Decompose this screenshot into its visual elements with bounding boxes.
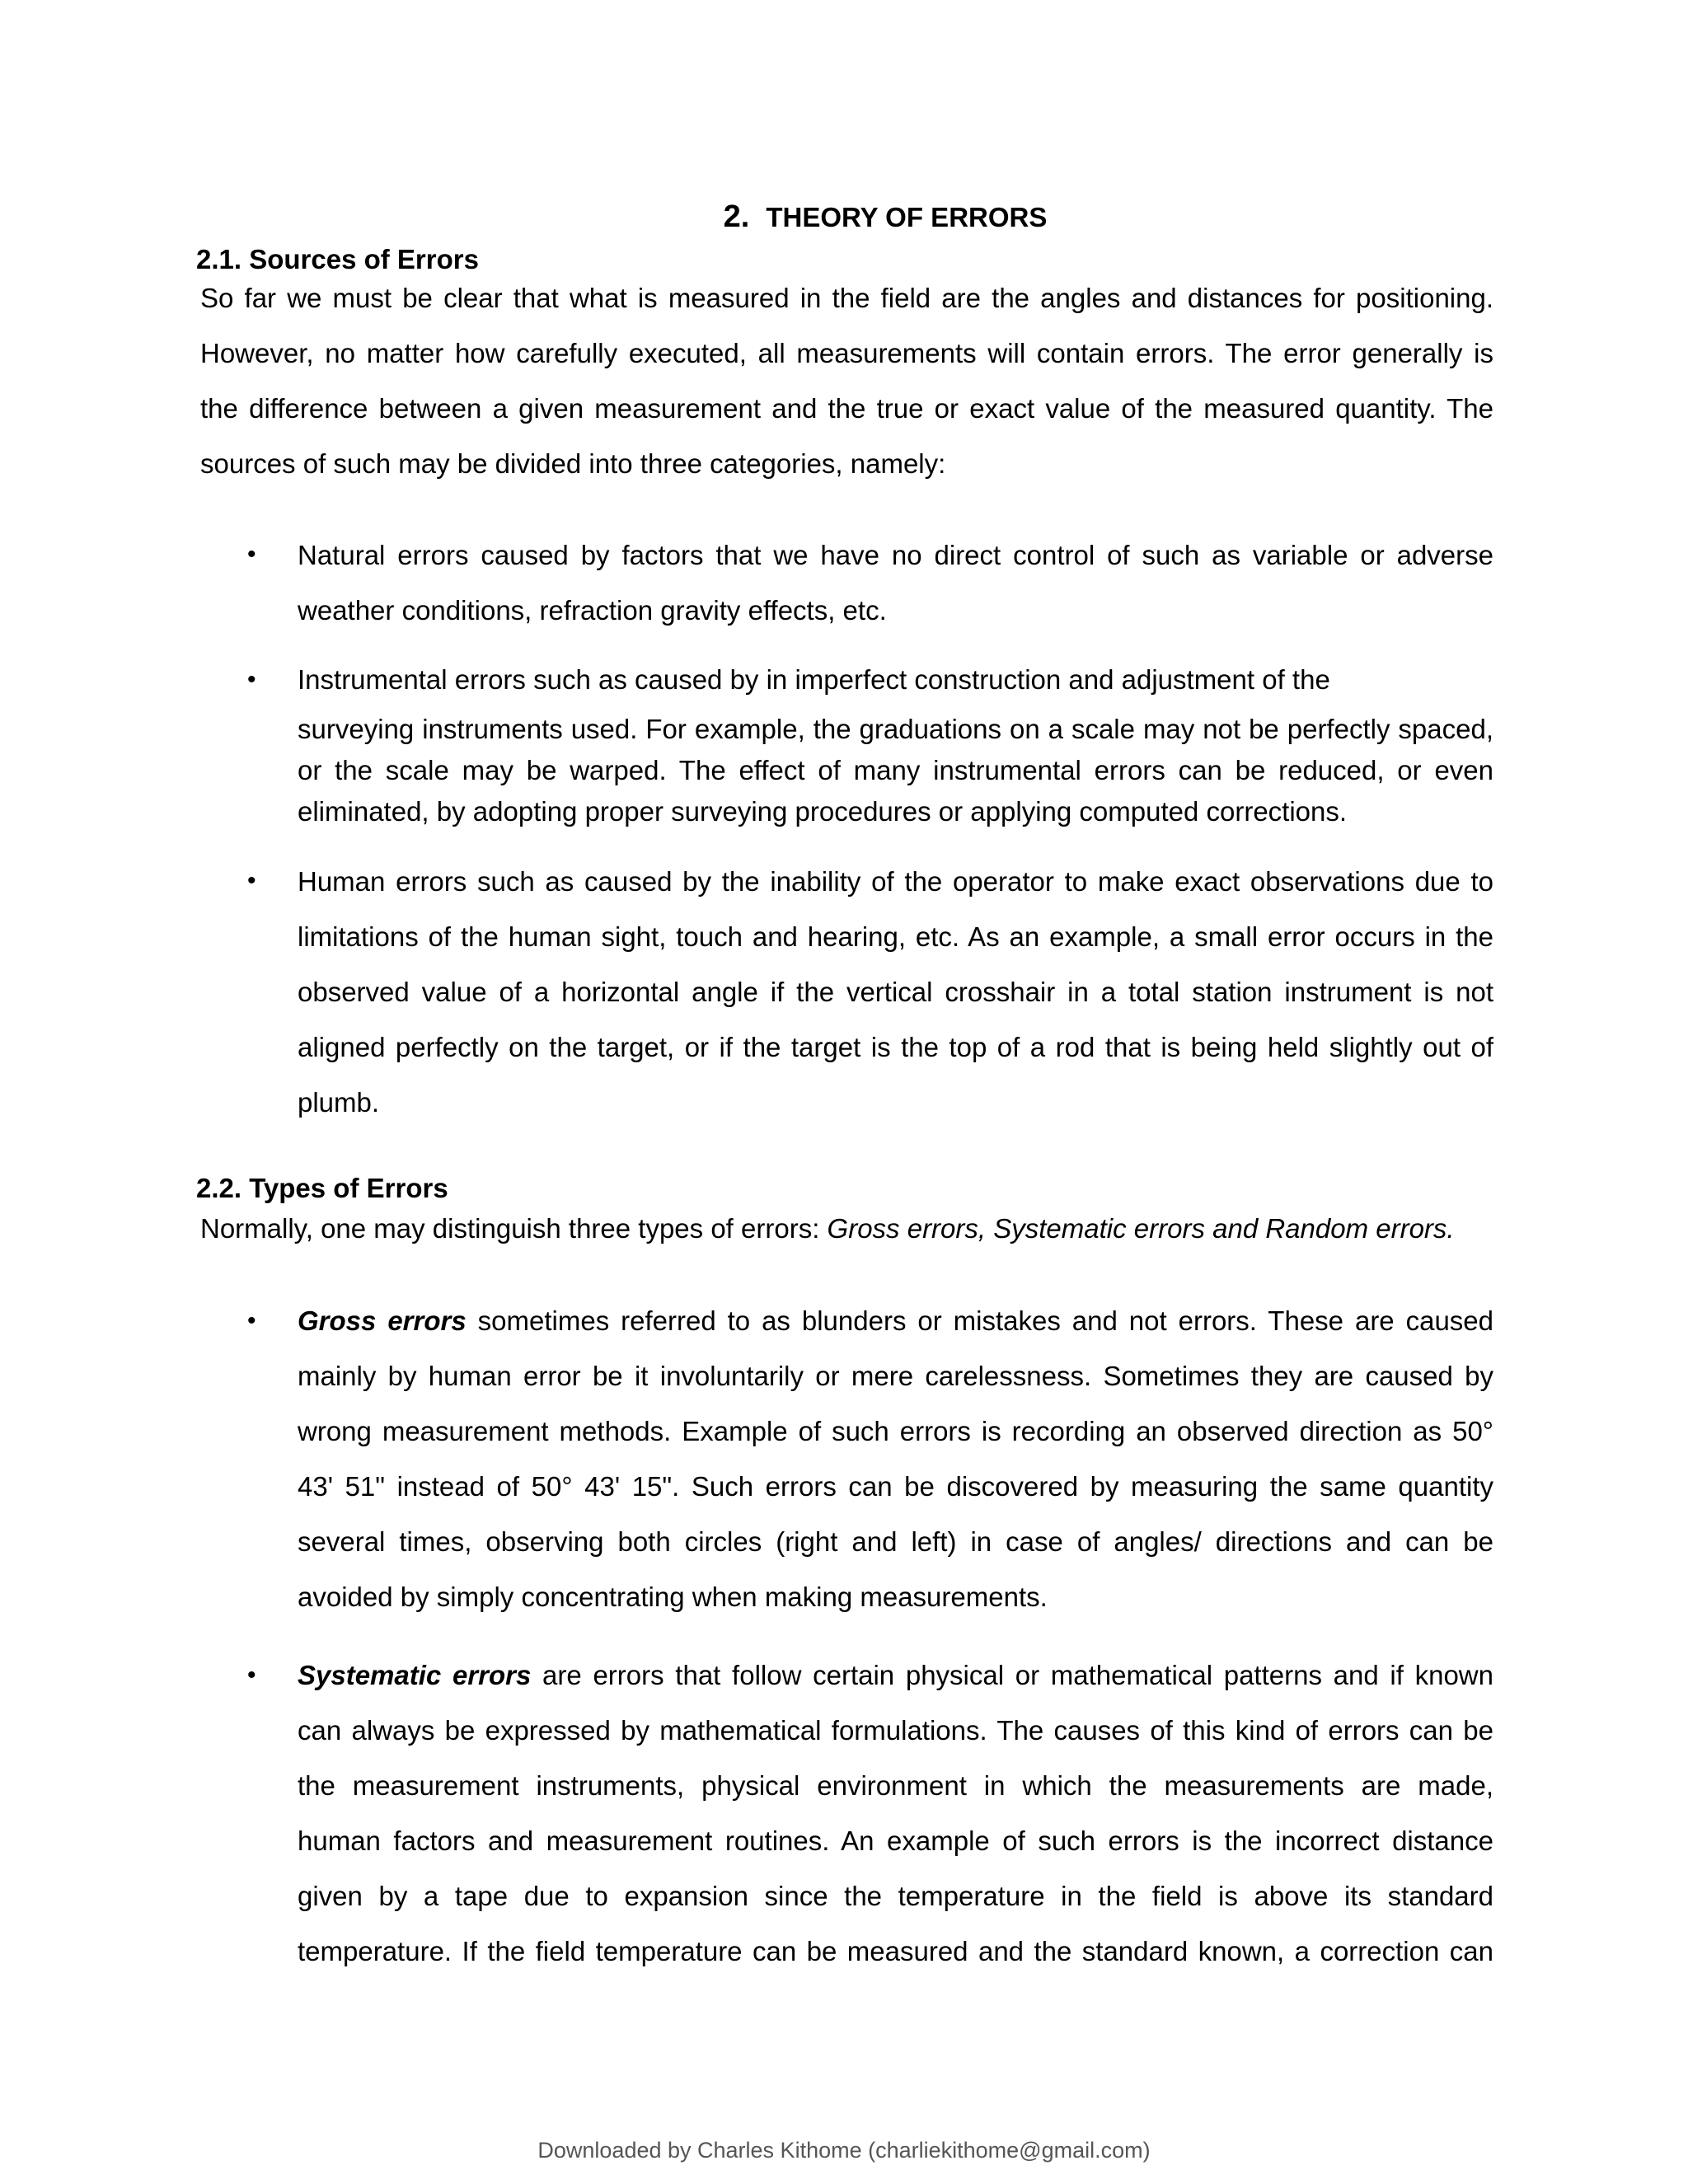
types-intro-italic: Gross errors, Systematic errors and Random errors. [827,1213,1455,1244]
section-heading-sources: 2.1. Sources of Errors [196,244,479,274]
types-intro [200,1213,1455,1244]
term-gross-errors: Gross errors [298,1305,467,1336]
bullet-line-rest: sometimes referred to as blunders or mistakes and not errors. These are caused [466,1305,1494,1336]
bullet-icon: • [247,1307,256,1334]
bullet-line: avoided by simply concentrating when making measurements. [298,1582,1048,1612]
paragraph-line: So far we must be clear that what is measured in the field are the angles and distances for positioning. [200,283,1493,313]
bullet-line [298,1660,1493,1691]
types-intro-text: Normally, one may distinguish three types of errors: [200,1213,828,1244]
bullet-line: Human errors such as caused by the inability of the operator to make exact observations due to [298,866,1493,897]
term-systematic-errors: Systematic errors [298,1660,532,1690]
bullet-line: several times, observing both circles (right and left) in case of angles/ directions and can be [298,1526,1493,1557]
bullet-line: limitations of the human sight, touch and hearing, etc. As an example, a small error occurs in the [298,921,1493,952]
bullet-line: eliminated, by adopting proper surveying procedures or applying computed corrections. [298,796,1348,827]
bullet-line: weather conditions, refraction gravity effects, etc. [298,595,887,626]
bullet-line: Instrumental errors such as caused by in imperfect construction and adjustment of the [298,664,1330,695]
bullet-line: plumb. [298,1087,380,1118]
paragraph-line: sources of such may be divided into three categories, namely: [200,448,946,479]
bullet-line: can always be expressed by mathematical formulations. The causes of this kind of errors can be [298,1715,1493,1746]
bullet-line: aligned perfectly on the target, or if the target is the top of a rod that is being held slightly out of [298,1032,1493,1062]
bullet-line: given by a tape due to expansion since the temperature in the field is above its standard [298,1881,1493,1911]
paragraph-line: the difference between a given measurement and the true or exact value of the measured quantity. The [200,393,1493,424]
bullet-line: or the scale may be warped. The effect of many instrumental errors can be reduced, or even [298,755,1493,785]
bullet-line: observed value of a horizontal angle if the vertical crosshair in a total station instrument is not [298,977,1493,1007]
paragraph-line: However, no matter how carefully executed, all measurements will contain errors. The error generally is [200,338,1493,368]
bullet-icon: • [247,1661,256,1689]
bullet-icon: • [247,666,256,693]
bullet-line: wrong measurement methods. Example of such errors is recording an observed direction as 50° [298,1416,1493,1446]
bullet-line: temperature. If the field temperature can be measured and the standard known, a correction can [298,1936,1493,1966]
section-heading-types: 2.2. Types of Errors [196,1173,448,1203]
bullet-line: surveying instruments used. For example, the graduations on a scale may not be perfectly spaced, [298,714,1493,744]
chapter-title-text: THEORY OF ERRORS [766,202,1048,232]
bullet-line: mainly by human error be it involuntarily or mere carelessness. Sometimes they are caused by [298,1361,1493,1391]
bullet-icon: • [247,867,256,894]
bullet-line [298,1305,1493,1337]
chapter-number: 2. [723,199,750,234]
bullet-line: the measurement instruments, physical environment in which the measurements are made, [298,1770,1493,1801]
bullet-line: Natural errors caused by factors that we have no direct control of such as variable or adverse [298,540,1493,570]
bullet-line: human factors and measurement routines. An example of such errors is the incorrect distance [298,1825,1493,1856]
bullet-line: 43' 51" instead of 50° 43' 15". Such errors can be discovered by measuring the same quantity [298,1471,1493,1502]
download-footer: Downloaded by Charles Kithome (charliekithome@gmail.com) [537,2138,1151,2163]
bullet-icon: • [247,541,256,568]
chapter-title [0,199,1688,235]
bullet-line-rest: are errors that follow certain physical or mathematical patterns and if known [531,1660,1493,1690]
